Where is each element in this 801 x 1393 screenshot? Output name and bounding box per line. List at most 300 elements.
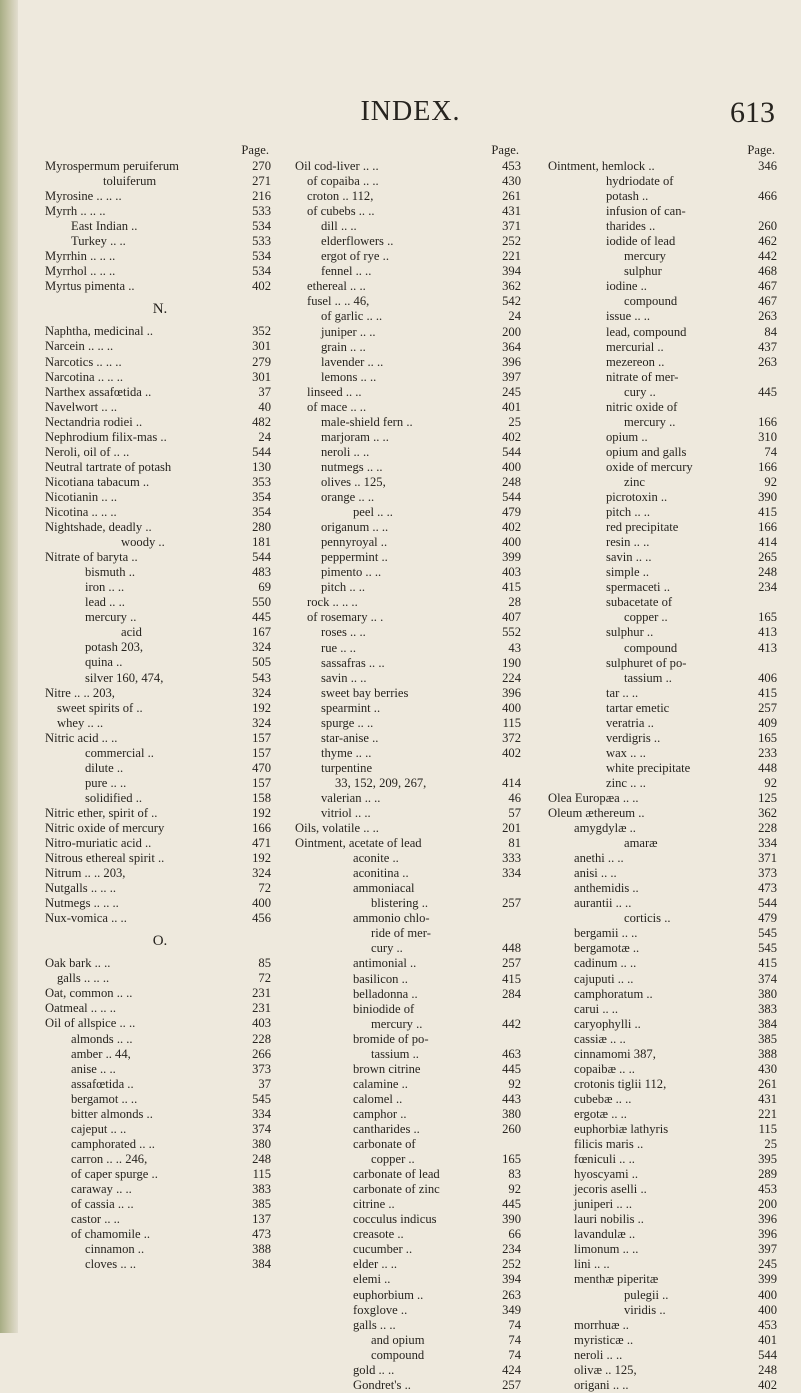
- index-column-1: [45, 142, 275, 1272]
- index-entry: [45, 1212, 275, 1227]
- entry-page: 221: [502, 249, 521, 264]
- index-entry: [548, 1363, 781, 1378]
- index-entry: [548, 1348, 781, 1363]
- index-entry: [548, 189, 781, 204]
- entry-page: 372: [502, 730, 521, 745]
- entry-term: quina ..: [85, 655, 123, 670]
- index-entry: [295, 851, 525, 866]
- entry-term: neroli .. ..: [321, 444, 370, 459]
- entry-page: 401: [758, 1332, 777, 1347]
- entry-term: compound: [371, 1347, 425, 1362]
- index-entry: [548, 1272, 781, 1287]
- entry-term: sulphur: [624, 264, 662, 279]
- entry-term: foxglove ..: [353, 1302, 408, 1317]
- entry-term: spurge .. ..: [321, 715, 374, 730]
- entry-term: cury ..: [371, 941, 403, 956]
- index-entry: [295, 896, 525, 911]
- entry-term: pennyroyal ..: [321, 535, 388, 550]
- index-entry: [45, 355, 275, 370]
- entry-term: Narcotics .. .. ..: [45, 354, 122, 369]
- entry-page: 228: [252, 1031, 271, 1046]
- entry-term: and opium: [371, 1332, 425, 1347]
- entry-term: thyme .. ..: [321, 745, 372, 760]
- entry-page: 234: [758, 580, 777, 595]
- entry-term: camphoratum ..: [574, 986, 653, 1001]
- entry-page: [487, 1032, 525, 1047]
- entry-page: 228: [758, 821, 777, 836]
- index-entry: [548, 1242, 781, 1257]
- index-entry: [45, 159, 275, 174]
- entry-page: 84: [764, 324, 777, 339]
- index-entry: [548, 641, 781, 656]
- entry-term: viridis ..: [624, 1302, 666, 1317]
- index-entry: [45, 686, 275, 701]
- entry-term: Myrrhin .. .. ..: [45, 249, 116, 264]
- entry-page: 430: [758, 1061, 777, 1076]
- entry-page: 69: [258, 580, 271, 595]
- index-entry: [548, 926, 781, 941]
- entry-term: grain .. ..: [321, 339, 366, 354]
- entry-page: 550: [252, 595, 271, 610]
- index-entry: [45, 1107, 275, 1122]
- entry-page: 388: [252, 1242, 271, 1257]
- index-entry: [548, 445, 781, 460]
- entry-term: acid: [121, 625, 142, 640]
- entry-term: carbonate of zinc: [353, 1182, 440, 1197]
- entry-term: silver 160, 474,: [85, 670, 164, 685]
- index-entry: [295, 806, 525, 821]
- entry-term: cajuputi .. ..: [574, 971, 634, 986]
- index-entry: [295, 1077, 525, 1092]
- entry-term: nitric oxide of: [606, 399, 678, 414]
- index-entry: [45, 580, 275, 595]
- entry-term: compound: [624, 294, 678, 309]
- index-entry: [45, 204, 275, 219]
- entry-page: 467: [758, 294, 777, 309]
- index-entry: [548, 234, 781, 249]
- entry-term: Ointment, acetate of lead: [295, 836, 422, 851]
- entry-page: 201: [502, 821, 521, 836]
- entry-page: 83: [508, 1167, 521, 1182]
- index-entry: [548, 1092, 781, 1107]
- entry-term: cantharides ..: [353, 1122, 420, 1136]
- entry-term: pitch .. ..: [606, 505, 651, 520]
- entry-term: amber .. 44,: [71, 1046, 131, 1061]
- index-entry: [295, 716, 525, 731]
- index-entry: [548, 475, 781, 490]
- entry-term: mercury ..: [85, 610, 137, 625]
- entry-term: pure .. ..: [85, 775, 127, 790]
- entry-term: lead, compound: [606, 324, 687, 339]
- index-entry: [548, 279, 781, 294]
- index-entry: [548, 610, 781, 625]
- entry-term: fennel .. ..: [321, 264, 372, 279]
- entry-term: Nitric acid .. ..: [45, 730, 118, 745]
- entry-page: 400: [252, 896, 271, 911]
- entry-page: 533: [252, 234, 271, 249]
- entry-page: [743, 595, 781, 610]
- entry-term: ergot of rye ..: [321, 249, 389, 264]
- entry-term: savin .. ..: [606, 550, 652, 565]
- entry-page: 257: [502, 1377, 521, 1392]
- index-entry: [295, 656, 525, 671]
- entry-term: East Indian ..: [71, 219, 138, 234]
- entry-page: 399: [502, 550, 521, 565]
- entry-term: brown citrine: [353, 1061, 421, 1076]
- entry-term: Myrosine .. .. ..: [45, 189, 122, 204]
- index-entry: [295, 520, 525, 535]
- entry-term: elder .. ..: [353, 1257, 398, 1272]
- index-entry: [295, 821, 525, 836]
- entry-term: anethi .. ..: [574, 851, 624, 866]
- entry-term: Nitrum .. .. 203,: [45, 866, 126, 881]
- entry-term: commercial ..: [85, 745, 154, 760]
- entry-term: gold .. ..: [353, 1362, 395, 1377]
- index-entry: [548, 896, 781, 911]
- index-entry: [45, 806, 275, 821]
- entry-page: [487, 1137, 525, 1152]
- index-entry: [295, 686, 525, 701]
- entry-page: 390: [502, 1212, 521, 1227]
- index-entry: [548, 550, 781, 565]
- index-entry: [45, 1016, 275, 1031]
- entry-page: 534: [252, 249, 271, 264]
- entry-page: 409: [758, 715, 777, 730]
- page-title: INDEX.: [360, 96, 461, 127]
- entry-term: dilute ..: [85, 760, 124, 775]
- index-entry: [295, 340, 525, 355]
- entry-term: Navelwort .. ..: [45, 399, 118, 414]
- entry-term: olives .. 125,: [321, 474, 386, 489]
- entry-term: cury ..: [624, 384, 656, 399]
- entry-page: 284: [502, 986, 521, 1001]
- entry-term: juniperi .. ..: [574, 1197, 633, 1212]
- entry-term: Naphtha, medicinal ..: [45, 324, 154, 339]
- entry-page: 364: [502, 339, 521, 354]
- entry-term: of cassia .. ..: [71, 1197, 134, 1212]
- index-entry: [548, 340, 781, 355]
- entry-term: cubebæ .. ..: [574, 1091, 632, 1106]
- entry-term: of mace .. ..: [307, 399, 367, 414]
- index-entry: [295, 866, 525, 881]
- book-gutter: [0, 0, 18, 1333]
- entry-page: 445: [758, 384, 777, 399]
- entry-term: Narthex assafœtida ..: [45, 384, 152, 399]
- index-column-3: [548, 142, 781, 1393]
- entry-page: 221: [758, 1106, 777, 1121]
- index-entry: [295, 1318, 525, 1333]
- index-entry: [295, 385, 525, 400]
- index-entry: [295, 926, 525, 941]
- entry-term: spermaceti ..: [606, 580, 670, 595]
- entry-term: origani .. ..: [574, 1377, 629, 1392]
- entry-term: elemi ..: [353, 1272, 391, 1287]
- entry-term: solidified ..: [85, 790, 143, 805]
- entry-term: whey .. ..: [57, 715, 104, 730]
- entry-term: assafœtida ..: [71, 1076, 134, 1091]
- index-entry: [45, 625, 275, 640]
- entry-page: 92: [508, 1182, 521, 1197]
- entry-page: 192: [252, 805, 271, 820]
- index-entry: [295, 325, 525, 340]
- entry-page: 37: [258, 384, 271, 399]
- index-entry: [45, 956, 275, 971]
- entry-page: 414: [758, 535, 777, 550]
- entry-page: 261: [758, 1076, 777, 1091]
- entry-term: turpentine: [321, 760, 373, 775]
- entry-page: 399: [758, 1272, 777, 1287]
- index-entry: [45, 264, 275, 279]
- index-entry: [548, 1257, 781, 1272]
- entry-term: of cubebs .. ..: [307, 204, 375, 219]
- index-entry: [295, 174, 525, 189]
- entry-page: 545: [758, 926, 777, 941]
- entry-term: fœniculi .. ..: [574, 1152, 635, 1167]
- entry-term: elderflowers ..: [321, 234, 394, 249]
- entry-term: veratria ..: [606, 715, 654, 730]
- entry-page: 233: [758, 745, 777, 760]
- entry-page: 289: [758, 1167, 777, 1182]
- entry-term: peel .. ..: [353, 505, 393, 520]
- entry-page: 371: [502, 219, 521, 234]
- index-entry: [295, 956, 525, 971]
- index-entry: [548, 1032, 781, 1047]
- entry-page: 200: [758, 1197, 777, 1212]
- index-entry: [45, 1047, 275, 1062]
- index-entry: [45, 1257, 275, 1272]
- entry-page: 40: [258, 399, 271, 414]
- entry-term: white precipitate: [606, 760, 691, 775]
- index-entry: [548, 325, 781, 340]
- entry-page: 200: [502, 324, 521, 339]
- entry-page: 334: [502, 866, 521, 881]
- entry-term: euphorbium ..: [353, 1287, 424, 1302]
- entry-page: 544: [758, 1347, 777, 1362]
- entry-page: 261: [502, 189, 521, 204]
- entry-term: Nitrous ethereal spirit ..: [45, 851, 165, 866]
- entry-page: 130: [252, 459, 271, 474]
- entry-term: Nephrodium filix-mas ..: [45, 429, 167, 444]
- index-entry: [548, 1318, 781, 1333]
- entry-term: subacetate of: [606, 595, 673, 610]
- entry-term: simple ..: [606, 565, 650, 580]
- entry-term: lavender .. ..: [321, 354, 384, 369]
- entry-term: jecoris aselli ..: [574, 1182, 647, 1197]
- index-entry: [295, 671, 525, 686]
- entry-term: infusion of can-: [606, 204, 686, 219]
- index-entry: [295, 1017, 525, 1032]
- entry-page: 248: [502, 474, 521, 489]
- index-entry: [295, 294, 525, 309]
- entry-page: 380: [252, 1136, 271, 1151]
- entry-page: 374: [252, 1121, 271, 1136]
- entry-page: 231: [252, 986, 271, 1001]
- entry-page: [487, 911, 525, 926]
- index-entry: [548, 370, 781, 385]
- entry-page: 216: [252, 189, 271, 204]
- entry-term: tharides ..: [606, 219, 656, 234]
- index-entry: [295, 836, 525, 851]
- entry-term: Nitric oxide of mercury: [45, 820, 165, 835]
- entry-page: 43: [508, 640, 521, 655]
- entry-page: 371: [758, 851, 777, 866]
- entry-page: [743, 174, 781, 189]
- entry-term: origanum .. ..: [321, 520, 389, 535]
- index-entry: [45, 610, 275, 625]
- entry-term: copaibæ .. ..: [574, 1061, 635, 1076]
- entry-term: rue .. ..: [321, 640, 356, 655]
- entry-term: savin .. ..: [321, 670, 367, 685]
- entry-page: 442: [502, 1016, 521, 1031]
- index-entry: [45, 445, 275, 460]
- entry-page: 445: [502, 1061, 521, 1076]
- entry-page: 115: [758, 1122, 777, 1136]
- index-entry: [45, 430, 275, 445]
- index-entry: [295, 249, 525, 264]
- entry-page: 445: [502, 1197, 521, 1212]
- entry-page: 74: [508, 1317, 521, 1332]
- entry-term: toluiferum: [103, 174, 157, 189]
- index-entry: [548, 1107, 781, 1122]
- entry-term: spearmint ..: [321, 700, 381, 715]
- index-entry: [548, 520, 781, 535]
- entry-term: limonum .. ..: [574, 1242, 639, 1257]
- index-entry: [548, 881, 781, 896]
- index-entry: [548, 716, 781, 731]
- entry-page: 394: [502, 1272, 521, 1287]
- entry-term: linseed .. ..: [307, 384, 362, 399]
- entry-term: morrhuæ ..: [574, 1317, 629, 1332]
- entry-term: iron .. ..: [85, 580, 125, 595]
- entry-page: [487, 881, 525, 896]
- index-entry: [548, 460, 781, 475]
- entry-page: 462: [758, 234, 777, 249]
- section-letter: N.: [152, 301, 168, 318]
- entry-page: 473: [252, 1227, 271, 1242]
- entry-term: wax .. ..: [606, 745, 646, 760]
- entry-page: 115: [252, 1166, 271, 1181]
- entry-term: Nutmegs .. .. ..: [45, 896, 119, 911]
- index-entry: [295, 731, 525, 746]
- entry-page: 400: [502, 459, 521, 474]
- entry-term: camphor ..: [353, 1106, 407, 1121]
- entry-page: 248: [758, 1362, 777, 1377]
- index-entry: [548, 686, 781, 701]
- entry-term: compound: [624, 640, 678, 655]
- entry-page: 397: [502, 369, 521, 384]
- entry-term: galls .. ..: [353, 1317, 396, 1332]
- entry-page: 533: [252, 204, 271, 219]
- index-entry: [45, 249, 275, 264]
- index-entry: [45, 731, 275, 746]
- entry-term: Oak bark .. ..: [45, 956, 111, 971]
- entry-page: 545: [758, 941, 777, 956]
- index-entry: [295, 1137, 525, 1152]
- index-entry: [548, 565, 781, 580]
- entry-page: 353: [252, 474, 271, 489]
- entry-term: ammoniacal: [353, 881, 415, 896]
- entry-page: 346: [758, 159, 777, 173]
- entry-term: Nutgalls .. .. ..: [45, 881, 117, 896]
- index-entry: [45, 821, 275, 836]
- entry-term: copper ..: [371, 1152, 415, 1167]
- entry-page: 402: [252, 279, 271, 294]
- index-entry: [45, 1197, 275, 1212]
- entry-term: carbonate of lead: [353, 1167, 440, 1182]
- index-entry: [295, 189, 525, 204]
- index-entry: [295, 1303, 525, 1318]
- entry-term: Myrtus pimenta ..: [45, 279, 135, 294]
- entry-term: creasote ..: [353, 1227, 404, 1242]
- entry-term: cassiæ .. ..: [574, 1031, 626, 1046]
- entry-page: 384: [252, 1257, 271, 1272]
- index-entry: [295, 641, 525, 656]
- index-entry: [45, 415, 275, 430]
- entry-page: 25: [764, 1137, 777, 1152]
- entry-term: caryophylli ..: [574, 1016, 641, 1031]
- index-entry: [295, 234, 525, 249]
- entry-page: 167: [252, 625, 271, 640]
- entry-page: 534: [252, 219, 271, 234]
- entry-page: 396: [758, 1212, 777, 1227]
- index-entry: [45, 234, 275, 249]
- index-entry: [45, 1062, 275, 1077]
- index-entry: [45, 746, 275, 761]
- entry-page: 448: [758, 760, 777, 775]
- index-entry: [45, 1001, 275, 1016]
- index-entry: [548, 1182, 781, 1197]
- entry-term: ethereal .. ..: [307, 279, 366, 294]
- index-entry: [45, 535, 275, 550]
- index-entry: [548, 1002, 781, 1017]
- index-entry: [45, 1092, 275, 1107]
- entry-term: sassafras .. ..: [321, 655, 385, 670]
- entry-term: picrotoxin ..: [606, 490, 668, 505]
- page-column-heading: Page.: [491, 143, 519, 157]
- entry-term: Oatmeal .. .. ..: [45, 1001, 116, 1016]
- index-entry: [548, 1227, 781, 1242]
- entry-term: pulegii ..: [624, 1287, 669, 1302]
- index-entry: [548, 836, 781, 851]
- index-entry: [295, 535, 525, 550]
- entry-term: myristicæ ..: [574, 1332, 634, 1347]
- entry-term: Myrrh .. .. ..: [45, 204, 106, 219]
- entry-page: 248: [758, 565, 777, 580]
- entry-page: 324: [252, 715, 271, 730]
- page-number: 613: [730, 96, 775, 129]
- entry-page: 166: [758, 520, 777, 535]
- entry-page: [743, 400, 781, 415]
- entry-page: 252: [502, 234, 521, 249]
- index-entry: [45, 971, 275, 986]
- entry-page: 333: [502, 851, 521, 866]
- entry-term: Turkey .. ..: [71, 234, 126, 249]
- index-entry: [295, 625, 525, 640]
- index-entry: [45, 851, 275, 866]
- entry-page: 544: [758, 896, 777, 911]
- entry-term: sweet spirits of ..: [57, 700, 143, 715]
- entry-term: lauri nobilis ..: [574, 1212, 644, 1227]
- entry-page: 263: [758, 354, 777, 369]
- entry-page: 385: [758, 1031, 777, 1046]
- entry-term: star-anise ..: [321, 730, 379, 745]
- entry-term: sulphur ..: [606, 625, 654, 640]
- entry-page: 234: [502, 1242, 521, 1257]
- entry-page: 401: [502, 399, 521, 414]
- index-entry: [548, 159, 781, 174]
- entry-page: 157: [252, 730, 271, 745]
- index-entry: [45, 324, 275, 339]
